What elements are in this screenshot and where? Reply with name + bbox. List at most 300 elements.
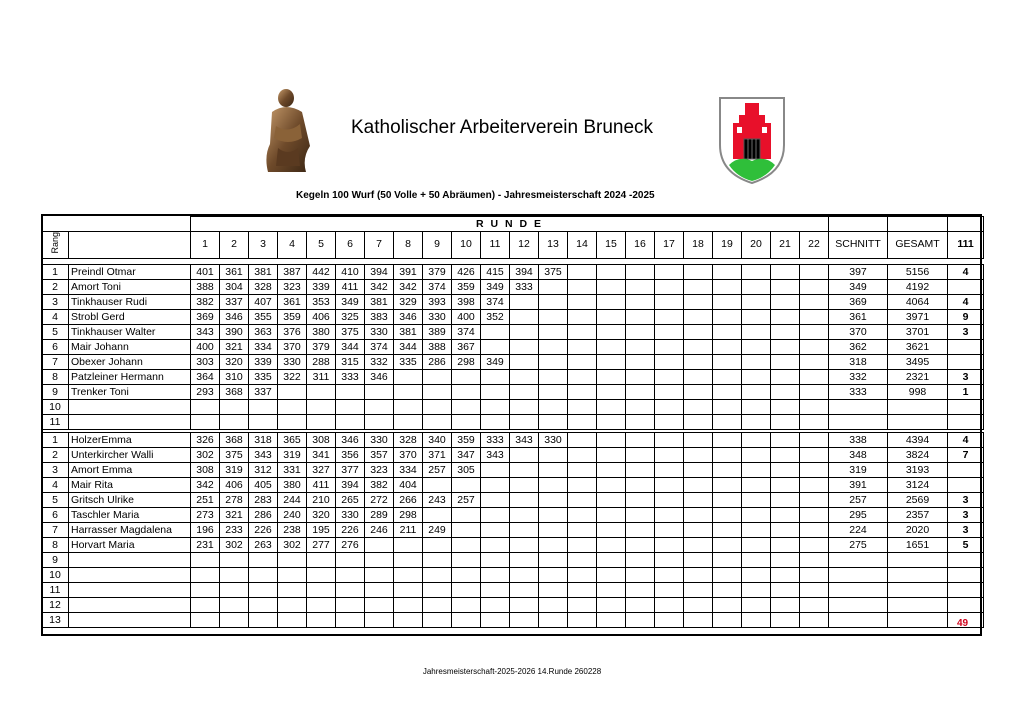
score-cell: 374 bbox=[452, 325, 481, 340]
gesamt-cell: 4064 bbox=[888, 295, 948, 310]
score-cell bbox=[684, 553, 713, 568]
score-cell bbox=[742, 385, 771, 400]
rang-header bbox=[42, 232, 69, 259]
score-cell: 359 bbox=[452, 280, 481, 295]
score-cell bbox=[568, 478, 597, 493]
score-cell bbox=[568, 508, 597, 523]
round-header: 19 bbox=[713, 232, 742, 259]
points-cell bbox=[948, 478, 984, 493]
score-cell bbox=[771, 568, 800, 583]
score-cell bbox=[510, 355, 539, 370]
table-row bbox=[42, 340, 984, 355]
round-header: 2 bbox=[220, 232, 249, 259]
score-cell: 333 bbox=[336, 370, 365, 385]
score-cell: 415 bbox=[481, 265, 510, 280]
score-cell bbox=[423, 553, 452, 568]
score-cell bbox=[684, 478, 713, 493]
points-cell bbox=[948, 355, 984, 370]
score-cell bbox=[307, 385, 336, 400]
score-cell: 319 bbox=[220, 463, 249, 478]
score-cell bbox=[800, 325, 829, 340]
score-cell bbox=[539, 463, 568, 478]
score-cell bbox=[771, 280, 800, 295]
gesamt-cell: 2357 bbox=[888, 508, 948, 523]
points-cell bbox=[948, 568, 984, 583]
score-cell: 319 bbox=[278, 448, 307, 463]
score-cell bbox=[394, 613, 423, 628]
score-cell bbox=[713, 553, 742, 568]
score-cell bbox=[655, 508, 684, 523]
score-cell: 246 bbox=[365, 523, 394, 538]
gesamt-cell: 3193 bbox=[888, 463, 948, 478]
score-cell bbox=[423, 568, 452, 583]
score-cell bbox=[655, 598, 684, 613]
table-row bbox=[42, 493, 984, 508]
gesamt-cell: 1651 bbox=[888, 538, 948, 553]
score-cell bbox=[278, 568, 307, 583]
score-cell: 240 bbox=[278, 508, 307, 523]
score-cell: 343 bbox=[510, 433, 539, 448]
round-header: 7 bbox=[365, 232, 394, 259]
score-cell bbox=[655, 538, 684, 553]
score-cell bbox=[597, 568, 626, 583]
score-cell: 405 bbox=[249, 478, 278, 493]
score-cell: 367 bbox=[452, 340, 481, 355]
score-cell: 303 bbox=[191, 355, 220, 370]
gesamt-cell: 3124 bbox=[888, 478, 948, 493]
score-cell: 211 bbox=[394, 523, 423, 538]
score-cell bbox=[597, 493, 626, 508]
table-row bbox=[42, 400, 984, 415]
score-cell bbox=[684, 523, 713, 538]
score-cell bbox=[452, 400, 481, 415]
score-cell bbox=[510, 448, 539, 463]
score-cell bbox=[742, 583, 771, 598]
score-cell: 312 bbox=[249, 463, 278, 478]
score-cell bbox=[539, 448, 568, 463]
score-cell bbox=[626, 613, 655, 628]
points-cell bbox=[948, 280, 984, 295]
score-cell bbox=[597, 448, 626, 463]
score-cell bbox=[655, 523, 684, 538]
score-cell: 394 bbox=[336, 478, 365, 493]
score-cell: 318 bbox=[249, 433, 278, 448]
score-cell bbox=[626, 523, 655, 538]
score-cell bbox=[626, 280, 655, 295]
score-cell bbox=[452, 523, 481, 538]
schnitt-header: SCHNITT bbox=[829, 232, 888, 259]
score-cell bbox=[742, 523, 771, 538]
score-cell: 310 bbox=[220, 370, 249, 385]
score-cell bbox=[423, 613, 452, 628]
score-cell bbox=[626, 508, 655, 523]
score-cell bbox=[423, 538, 452, 553]
score-cell: 231 bbox=[191, 538, 220, 553]
score-cell bbox=[771, 385, 800, 400]
score-cell: 375 bbox=[539, 265, 568, 280]
score-cell bbox=[626, 493, 655, 508]
score-cell: 277 bbox=[307, 538, 336, 553]
score-cell: 356 bbox=[336, 448, 365, 463]
score-cell: 343 bbox=[481, 448, 510, 463]
score-cell bbox=[597, 613, 626, 628]
score-cell bbox=[191, 613, 220, 628]
points-cell bbox=[948, 400, 984, 415]
score-cell: 359 bbox=[452, 433, 481, 448]
score-cell: 251 bbox=[191, 493, 220, 508]
score-cell bbox=[597, 463, 626, 478]
score-cell: 391 bbox=[394, 265, 423, 280]
round-header: 13 bbox=[539, 232, 568, 259]
table-row bbox=[42, 295, 984, 310]
schnitt-cell: 338 bbox=[829, 433, 888, 448]
score-cell: 273 bbox=[191, 508, 220, 523]
score-cell bbox=[452, 385, 481, 400]
score-cell bbox=[481, 508, 510, 523]
page-footer: Jahresmeisterschaft-2025-2026 14.Runde 260228 bbox=[422, 667, 602, 676]
score-cell bbox=[684, 538, 713, 553]
score-cell bbox=[365, 400, 394, 415]
score-cell bbox=[481, 385, 510, 400]
score-cell bbox=[742, 355, 771, 370]
score-cell: 400 bbox=[191, 340, 220, 355]
score-cell bbox=[655, 280, 684, 295]
score-cell bbox=[655, 370, 684, 385]
player-name: Horvart Maria bbox=[69, 538, 191, 553]
score-cell: 376 bbox=[278, 325, 307, 340]
score-cell bbox=[742, 553, 771, 568]
score-cell: 347 bbox=[452, 448, 481, 463]
score-cell bbox=[742, 265, 771, 280]
score-cell bbox=[771, 295, 800, 310]
round-header: 8 bbox=[394, 232, 423, 259]
score-cell bbox=[481, 370, 510, 385]
score-cell: 349 bbox=[481, 280, 510, 295]
score-cell: 332 bbox=[365, 355, 394, 370]
score-cell: 322 bbox=[278, 370, 307, 385]
score-cell: 371 bbox=[423, 448, 452, 463]
score-cell bbox=[510, 493, 539, 508]
score-cell: 344 bbox=[394, 340, 423, 355]
score-cell: 361 bbox=[278, 295, 307, 310]
score-cell: 337 bbox=[249, 385, 278, 400]
player-name bbox=[69, 583, 191, 598]
score-cell: 196 bbox=[191, 523, 220, 538]
score-cell bbox=[800, 433, 829, 448]
score-cell bbox=[771, 613, 800, 628]
score-cell: 337 bbox=[220, 295, 249, 310]
score-cell bbox=[684, 448, 713, 463]
score-cell bbox=[394, 385, 423, 400]
score-cell bbox=[423, 583, 452, 598]
women-score-table bbox=[41, 432, 984, 628]
table-row bbox=[42, 385, 984, 400]
score-cell bbox=[278, 613, 307, 628]
score-cell bbox=[481, 583, 510, 598]
score-cell: 401 bbox=[191, 265, 220, 280]
score-cell bbox=[597, 598, 626, 613]
score-cell bbox=[307, 583, 336, 598]
round-header: 12 bbox=[510, 232, 539, 259]
score-cell bbox=[539, 280, 568, 295]
score-cell: 311 bbox=[307, 370, 336, 385]
score-cell bbox=[568, 583, 597, 598]
score-cell bbox=[800, 568, 829, 583]
score-cell bbox=[597, 325, 626, 340]
score-cell bbox=[481, 553, 510, 568]
score-cell: 407 bbox=[249, 295, 278, 310]
score-cell: 302 bbox=[278, 538, 307, 553]
score-cell bbox=[481, 400, 510, 415]
score-cell bbox=[713, 568, 742, 583]
table-row bbox=[42, 355, 984, 370]
score-cell bbox=[655, 478, 684, 493]
men-score-table bbox=[41, 264, 984, 430]
score-cell bbox=[655, 385, 684, 400]
score-cell: 326 bbox=[191, 433, 220, 448]
schnitt-cell bbox=[829, 568, 888, 583]
score-cell bbox=[655, 325, 684, 340]
score-cell bbox=[365, 385, 394, 400]
score-cell bbox=[597, 433, 626, 448]
points-cell: 3 bbox=[948, 325, 984, 340]
score-cell: 335 bbox=[394, 355, 423, 370]
score-cell: 298 bbox=[394, 508, 423, 523]
score-cell: 257 bbox=[423, 463, 452, 478]
score-cell bbox=[597, 553, 626, 568]
score-cell: 335 bbox=[249, 370, 278, 385]
score-cell: 400 bbox=[452, 310, 481, 325]
player-name: Taschler Maria bbox=[69, 508, 191, 523]
round-header: 18 bbox=[684, 232, 713, 259]
score-cell bbox=[597, 310, 626, 325]
score-cell bbox=[568, 523, 597, 538]
gesamt-cell bbox=[888, 568, 948, 583]
score-cell: 377 bbox=[336, 463, 365, 478]
score-cell bbox=[452, 538, 481, 553]
score-cell: 352 bbox=[481, 310, 510, 325]
score-cell bbox=[568, 553, 597, 568]
points-cell bbox=[948, 340, 984, 355]
score-cell: 442 bbox=[307, 265, 336, 280]
score-cell bbox=[365, 583, 394, 598]
table-row bbox=[42, 310, 984, 325]
score-cell: 349 bbox=[481, 355, 510, 370]
score-cell bbox=[510, 400, 539, 415]
table-row bbox=[42, 370, 984, 385]
score-cell bbox=[539, 523, 568, 538]
score-cell: 342 bbox=[394, 280, 423, 295]
score-cell bbox=[800, 523, 829, 538]
score-cell: 374 bbox=[365, 340, 394, 355]
round-header: 17 bbox=[655, 232, 684, 259]
score-cell bbox=[452, 583, 481, 598]
score-cell: 293 bbox=[191, 385, 220, 400]
score-cell bbox=[568, 400, 597, 415]
header-blank bbox=[948, 217, 984, 232]
score-cell bbox=[800, 463, 829, 478]
score-cell bbox=[626, 310, 655, 325]
score-cell bbox=[539, 553, 568, 568]
score-cell bbox=[742, 310, 771, 325]
score-cell: 195 bbox=[307, 523, 336, 538]
score-cell: 411 bbox=[307, 478, 336, 493]
score-cell: 330 bbox=[423, 310, 452, 325]
score-cell: 276 bbox=[336, 538, 365, 553]
score-cell bbox=[626, 355, 655, 370]
score-cell bbox=[626, 400, 655, 415]
player-name: Mair Johann bbox=[69, 340, 191, 355]
schnitt-cell: 361 bbox=[829, 310, 888, 325]
score-cell bbox=[568, 493, 597, 508]
score-cell bbox=[539, 478, 568, 493]
saint-statue-icon bbox=[258, 86, 314, 176]
score-cell bbox=[510, 583, 539, 598]
score-cell bbox=[191, 583, 220, 598]
score-cell bbox=[336, 553, 365, 568]
points-cell: 3 bbox=[948, 370, 984, 385]
page-subtitle: Kegeln 100 Wurf (50 Volle + 50 Abräumen) - Jahresmeisterschaft 2024 -2025 bbox=[296, 190, 655, 201]
points-cell: 3 bbox=[948, 508, 984, 523]
score-cell bbox=[249, 613, 278, 628]
score-cell: 383 bbox=[365, 310, 394, 325]
score-cell bbox=[481, 340, 510, 355]
score-cell bbox=[597, 355, 626, 370]
score-cell bbox=[655, 295, 684, 310]
schnitt-cell: 349 bbox=[829, 280, 888, 295]
score-cell bbox=[510, 508, 539, 523]
score-cell bbox=[191, 400, 220, 415]
player-name: Amort Toni bbox=[69, 280, 191, 295]
player-name bbox=[69, 613, 191, 628]
rank-cell: 1 bbox=[42, 433, 69, 448]
score-cell bbox=[510, 568, 539, 583]
player-name bbox=[69, 568, 191, 583]
table-row bbox=[42, 583, 984, 598]
table-row bbox=[42, 613, 984, 628]
score-cell bbox=[655, 568, 684, 583]
score-cell bbox=[713, 310, 742, 325]
score-cell bbox=[684, 265, 713, 280]
score-cell: 339 bbox=[307, 280, 336, 295]
score-cell: 342 bbox=[191, 478, 220, 493]
score-cell bbox=[307, 568, 336, 583]
points-cell: 9 bbox=[948, 310, 984, 325]
score-cell bbox=[568, 568, 597, 583]
rank-cell: 8 bbox=[42, 538, 69, 553]
score-cell: 298 bbox=[452, 355, 481, 370]
score-cell bbox=[713, 385, 742, 400]
score-cell bbox=[655, 265, 684, 280]
score-cell: 394 bbox=[510, 265, 539, 280]
score-cell bbox=[481, 523, 510, 538]
score-cell bbox=[684, 355, 713, 370]
score-cell bbox=[771, 355, 800, 370]
table-row bbox=[42, 280, 984, 295]
score-cell bbox=[655, 355, 684, 370]
score-cell bbox=[568, 538, 597, 553]
gesamt-cell: 2321 bbox=[888, 370, 948, 385]
score-cell: 302 bbox=[220, 538, 249, 553]
score-cell bbox=[539, 493, 568, 508]
round-header: 15 bbox=[597, 232, 626, 259]
score-cell bbox=[742, 433, 771, 448]
score-cell: 379 bbox=[307, 340, 336, 355]
score-cell bbox=[220, 583, 249, 598]
score-cell: 325 bbox=[336, 310, 365, 325]
score-cell bbox=[568, 265, 597, 280]
score-cell bbox=[597, 340, 626, 355]
score-cell bbox=[655, 493, 684, 508]
score-cell bbox=[510, 325, 539, 340]
score-cell bbox=[568, 295, 597, 310]
score-cell bbox=[626, 325, 655, 340]
score-cell bbox=[278, 598, 307, 613]
score-cell bbox=[481, 613, 510, 628]
score-cell: 346 bbox=[220, 310, 249, 325]
score-cell: 341 bbox=[307, 448, 336, 463]
score-cell bbox=[684, 463, 713, 478]
score-cell: 327 bbox=[307, 463, 336, 478]
score-cell bbox=[626, 538, 655, 553]
score-cell: 353 bbox=[307, 295, 336, 310]
rank-cell: 2 bbox=[42, 448, 69, 463]
table-row bbox=[42, 265, 984, 280]
score-cell bbox=[539, 340, 568, 355]
score-cell bbox=[800, 340, 829, 355]
rank-cell: 7 bbox=[42, 523, 69, 538]
score-cell bbox=[249, 400, 278, 415]
score-cell: 243 bbox=[423, 493, 452, 508]
score-cell: 388 bbox=[191, 280, 220, 295]
score-cell bbox=[481, 538, 510, 553]
score-cell bbox=[597, 508, 626, 523]
score-cell bbox=[249, 568, 278, 583]
score-cell bbox=[800, 280, 829, 295]
score-cell: 387 bbox=[278, 265, 307, 280]
score-cell: 370 bbox=[394, 448, 423, 463]
score-cell: 349 bbox=[336, 295, 365, 310]
score-cell: 381 bbox=[394, 325, 423, 340]
section-separator bbox=[41, 419, 982, 431]
score-cell bbox=[510, 538, 539, 553]
score-cell bbox=[742, 400, 771, 415]
score-cell bbox=[800, 598, 829, 613]
round-header: 10 bbox=[452, 232, 481, 259]
town-crest-icon bbox=[717, 95, 787, 185]
score-cell bbox=[713, 523, 742, 538]
score-cell bbox=[771, 523, 800, 538]
points-cell: 1 bbox=[948, 385, 984, 400]
score-cell: 249 bbox=[423, 523, 452, 538]
score-cell bbox=[684, 568, 713, 583]
score-cell bbox=[481, 325, 510, 340]
score-cell bbox=[713, 325, 742, 340]
score-cell: 361 bbox=[220, 265, 249, 280]
score-cell bbox=[626, 385, 655, 400]
rang-label: Rang bbox=[49, 232, 60, 254]
score-cell bbox=[626, 265, 655, 280]
gesamt-cell: 5156 bbox=[888, 265, 948, 280]
score-cell bbox=[452, 508, 481, 523]
player-name bbox=[69, 400, 191, 415]
score-cell bbox=[800, 553, 829, 568]
score-cell bbox=[452, 553, 481, 568]
score-cell bbox=[626, 553, 655, 568]
score-cell: 330 bbox=[336, 508, 365, 523]
schnitt-cell: 295 bbox=[829, 508, 888, 523]
score-cell: 286 bbox=[249, 508, 278, 523]
